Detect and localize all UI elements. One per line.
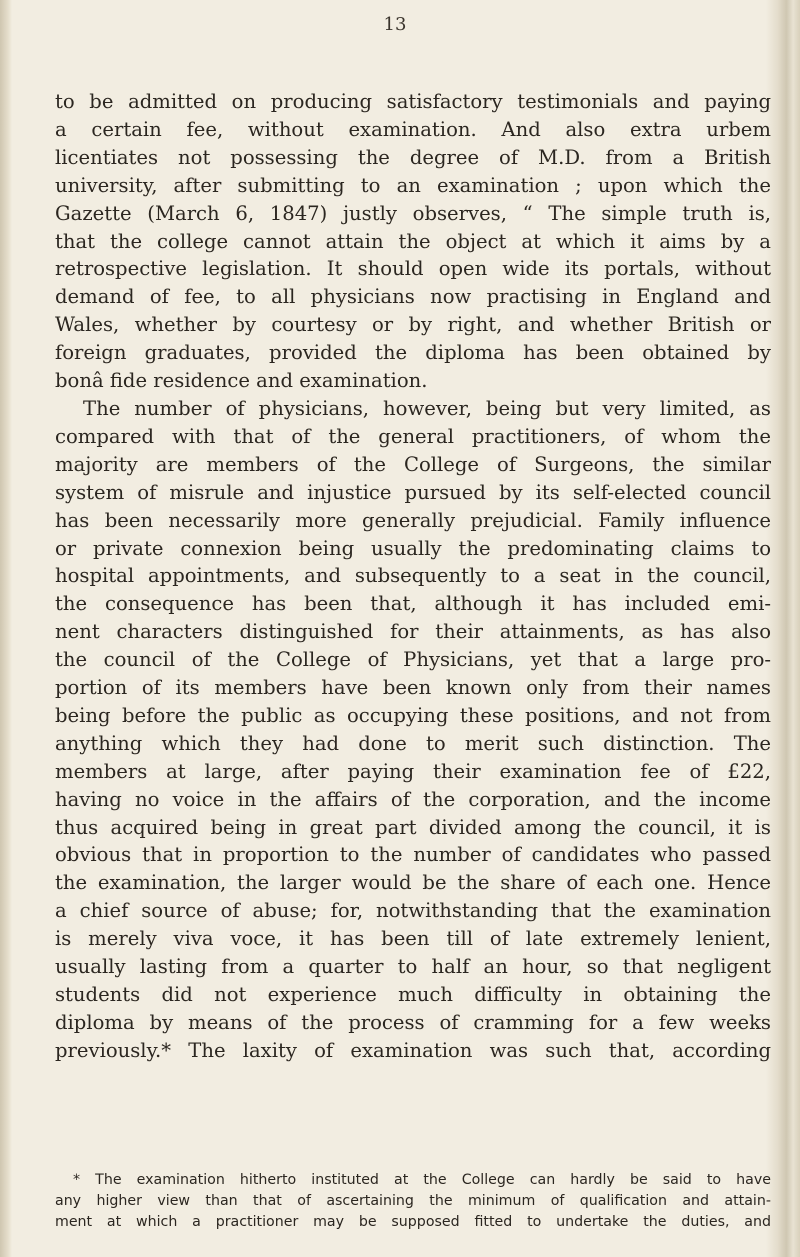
text-line: hospital appointments, and subsequently to a seat in the council, — [55, 564, 771, 588]
text-line: has been necessarily more generally prejudicial. Family influence — [55, 508, 771, 532]
page-left-edge — [0, 0, 12, 1257]
text-line: usually lasting from a quarter to half an hour, so that negligent — [55, 955, 771, 979]
text-line: Gazette (March 6, 1847) justly observes, “ The simple truth is, — [55, 201, 771, 225]
text-line: The number of physicians, however, being but very limited, as — [83, 396, 771, 420]
text-line: obvious that in proportion to the number of candidates who passed — [55, 843, 771, 867]
text-line: anything which they had done to merit such distinction. The — [55, 731, 771, 755]
text-line: Wales, whether by courtesy or by right, and whether British or — [55, 313, 771, 337]
text-line: university, after submitting to an examination ; upon which the — [55, 173, 771, 197]
text-line: a chief source of abuse; for, notwithstanding that the examination — [55, 899, 771, 923]
text-line: foreign graduates, provided the diploma has been obtained by — [55, 341, 771, 365]
text-line: thus acquired being in great part divided among the council, it is — [55, 815, 771, 839]
footnote-line: ment at which a practitioner may be supposed fitted to undertake the duties, and — [55, 1214, 771, 1230]
text-line: bonâ fide residence and examination. — [55, 369, 428, 393]
text-line: retrospective legislation. It should open wide its portals, without — [55, 257, 771, 281]
text-line: the council of the College of Physicians, yet that a large pro- — [55, 648, 771, 672]
footnote-line: * The examination hitherto instituted at the College can hardly be said to have — [73, 1172, 771, 1188]
text-line: is merely viva voce, it has been till of late extremely lenient, — [55, 927, 771, 951]
text-line: system of misrule and injustice pursued by its self-elected council — [55, 480, 771, 504]
text-line: to be admitted on producing satisfactory testimonials and paying — [55, 90, 771, 113]
text-line: previously.* The laxity of examination was such that, according — [55, 1038, 771, 1062]
text-line: the consequence has been that, although it has included emi- — [55, 592, 771, 616]
text-line: majority are members of the College of Surgeons, the similar — [55, 452, 771, 476]
text-line: or private connexion being usually the predominating claims to — [55, 536, 771, 560]
page-right-edge — [766, 0, 800, 1257]
text-line: nent characters distinguished for their attainments, as has also — [55, 620, 771, 644]
text-line: a certain fee, without examination. And also extra urbem — [55, 117, 771, 141]
text-line: compared with that of the general practitioners, of whom the — [55, 424, 771, 448]
text-line: the examination, the larger would be the share of each one. Hence — [55, 871, 771, 895]
text-line: members at large, after paying their examination fee of £22, — [55, 759, 771, 783]
text-line: students did not experience much difficulty in obtaining the — [55, 983, 771, 1006]
text-line: that the college cannot attain the object at which it aims by a — [55, 229, 771, 253]
text-line: licentiates not possessing the degree of M.D. from a British — [55, 145, 771, 169]
text-line: portion of its members have been known only from their names — [55, 676, 771, 700]
footnote-line: any higher view than that of ascertaining the minimum of qualification and attain- — [55, 1193, 771, 1209]
text-line: having no voice in the affairs of the corporation, and the income — [55, 787, 771, 811]
text-line: demand of fee, to all physicians now practising in England and — [55, 285, 771, 309]
body-text — [55, 88, 771, 1065]
page-number: 13 — [383, 14, 407, 35]
text-line: diploma by means of the process of cramming for a few weeks — [55, 1010, 771, 1034]
text-line: being before the public as occupying these positions, and not from — [55, 703, 771, 727]
footnote — [55, 1170, 771, 1233]
